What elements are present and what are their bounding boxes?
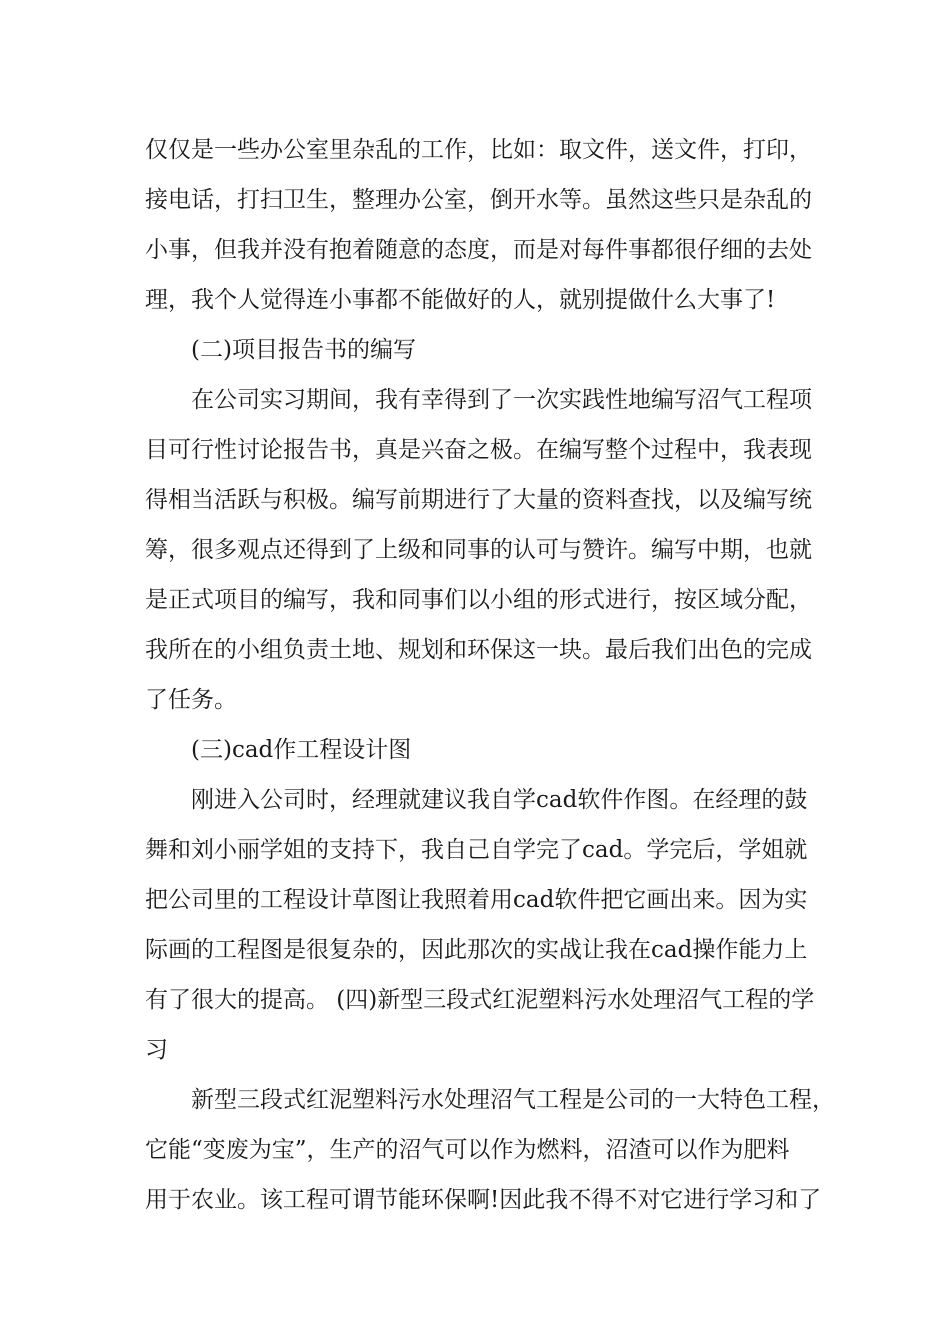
text-line: 在公司实习期间，我有幸得到了一次实践性地编写沼气工程项 bbox=[191, 387, 812, 413]
text-line: 习 bbox=[145, 1037, 168, 1063]
text-line: 新型三段式红泥塑料污水处理沼气工程是公司的一大特色工程， bbox=[191, 1087, 835, 1113]
text-line: 小事，但我并没有抱着随意的态度，而是对每件事都很仔细的去处 bbox=[145, 237, 812, 263]
text-line: 目可行性讨论报告书，真是兴奋之极。在编写整个过程中，我表现 bbox=[145, 437, 812, 463]
text-line: 它能“变废为宝”，生产的沼气可以作为燃料，沼渣可以作为肥料 bbox=[145, 1137, 790, 1163]
text-line: 把公司里的工程设计草图让我照着用cad软件把它画出来。因为实 bbox=[145, 887, 808, 913]
text-line: (三)cad作工程设计图 bbox=[191, 737, 412, 763]
text-line: 有了很大的提高。 (四)新型三段式红泥塑料污水处理沼气工程的学 bbox=[145, 987, 815, 1013]
text-line: 舞和刘小丽学姐的支持下，我自己自学完了cad。学完后，学姐就 bbox=[145, 837, 808, 863]
text-line: 际画的工程图是很复杂的，因此那次的实战让我在cad操作能力上 bbox=[145, 937, 808, 963]
text-line: 得相当活跃与积极。编写前期进行了大量的资料查找，以及编写统 bbox=[145, 487, 812, 513]
body-text bbox=[145, 125, 835, 1225]
text-line: 刚进入公司时，经理就建议我自学cad软件作图。在经理的鼓 bbox=[191, 787, 808, 813]
text-line: 理，我个人觉得连小事都不能做好的人，就别提做什么大事了! bbox=[145, 287, 776, 313]
text-line: 接电话，打扫卫生，整理办公室，倒开水等。虽然这些只是杂乱的 bbox=[145, 187, 812, 213]
text-line: 用于农业。该工程可谓节能环保啊!因此我不得不对它进行学习和了 bbox=[145, 1187, 822, 1213]
text-line: 筹，很多观点还得到了上级和同事的认可与赞许。编写中期，也就 bbox=[145, 537, 812, 563]
text-line: (二)项目报告书的编写 bbox=[191, 337, 416, 363]
text-line: 是正式项目的编写，我和同事们以小组的形式进行，按区域分配， bbox=[145, 587, 812, 613]
text-line: 仅仅是一些办公室里杂乱的工作，比如：取文件，送文件，打印， bbox=[145, 137, 812, 163]
text-line: 了任务。 bbox=[145, 687, 237, 713]
text-line: 我所在的小组负责土地、规划和环保这一块。最后我们出色的完成 bbox=[145, 637, 812, 663]
